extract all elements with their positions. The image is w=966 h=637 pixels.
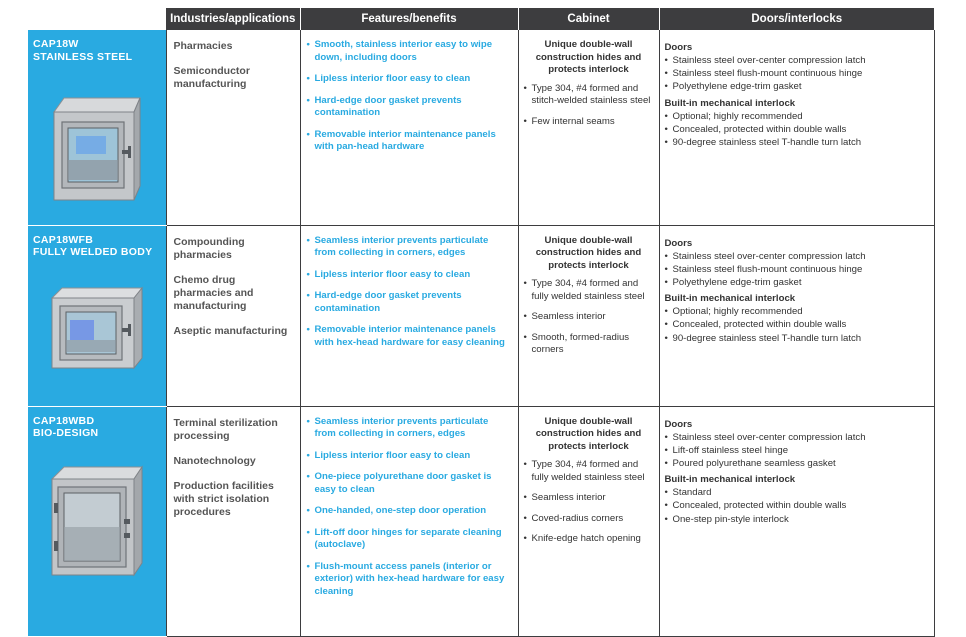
doors-heading: Doors bbox=[664, 418, 693, 430]
industries-cell bbox=[166, 406, 300, 636]
feature-item: • Flush-mount access panels (interior or exterior) with hex-head hardware for easy cleaning bbox=[307, 561, 512, 599]
table-row bbox=[28, 406, 934, 636]
cabinet-product-image bbox=[42, 284, 152, 374]
door-item: • Stainless steel over-center compression latch bbox=[665, 54, 928, 67]
interlock-item: • Concealed, protected within double walls bbox=[665, 123, 928, 136]
model-cell bbox=[28, 225, 166, 406]
table-row bbox=[28, 30, 934, 225]
comparison-table-wrapper bbox=[28, 8, 934, 637]
door-item: • Polyethylene edge-trim gasket bbox=[665, 276, 928, 289]
model-subtitle: BIO-DESIGN bbox=[33, 427, 99, 439]
feature-item: • Lipless interior floor easy to clean bbox=[307, 269, 512, 282]
door-item: • Lift-off stainless steel hinge bbox=[665, 444, 928, 457]
cabinet-cell bbox=[518, 30, 659, 225]
industries-cell bbox=[166, 225, 300, 406]
model-name bbox=[28, 30, 166, 63]
industry-item: Chemo drug pharmacies and manufacturing bbox=[173, 273, 254, 312]
header-industries: Industries/applications bbox=[166, 8, 300, 30]
doors-cell bbox=[659, 406, 934, 636]
industry-item: Aseptic manufacturing bbox=[173, 324, 288, 337]
feature-item: • One-piece polyurethane door gasket is easy to clean bbox=[307, 471, 512, 496]
model-name bbox=[28, 226, 166, 259]
interlock-item: • One-step pin-style interlock bbox=[665, 513, 928, 526]
interlock-heading: Built-in mechanical interlock bbox=[664, 97, 796, 109]
features-cell bbox=[300, 225, 518, 406]
cabinet-item: • Type 304, #4 formed and fully welded stainless steel bbox=[524, 459, 654, 484]
cabinet-heading: Unique double-wall construction hides and protects interlock bbox=[535, 415, 642, 452]
industry-item: Nanotechnology bbox=[173, 454, 256, 467]
door-item: • Polyethylene edge-trim gasket bbox=[665, 80, 928, 93]
feature-item: • Lipless interior floor easy to clean bbox=[307, 73, 512, 86]
header-blank bbox=[28, 8, 166, 30]
doors-heading: Doors bbox=[664, 237, 693, 249]
cabinet-cell bbox=[518, 406, 659, 636]
header-cabinet: Cabinet bbox=[518, 8, 659, 30]
industry-item: Compounding pharmacies bbox=[173, 235, 245, 261]
model-code: CAP18W bbox=[33, 38, 79, 50]
door-item: • Stainless steel over-center compression latch bbox=[665, 250, 928, 263]
interlock-item: • 90-degree stainless steel T-handle turn latch bbox=[665, 332, 928, 345]
industries-cell bbox=[166, 30, 300, 225]
industry-item: Terminal sterilization processing bbox=[173, 416, 278, 442]
feature-item: • Removable interior maintenance panels with pan-head hardware bbox=[307, 129, 512, 154]
header-doors: Doors/interlocks bbox=[659, 8, 934, 30]
doors-cell bbox=[659, 30, 934, 225]
feature-item: • Lift-off door hinges for separate cleaning (autoclave) bbox=[307, 527, 512, 552]
model-code: CAP18WFB bbox=[33, 233, 94, 246]
interlock-item: • Optional; highly recommended bbox=[665, 110, 928, 123]
door-item: • Poured polyurethane seamless gasket bbox=[665, 457, 928, 470]
model-subtitle: FULLY WELDED BODY bbox=[33, 246, 153, 258]
model-cell bbox=[28, 406, 166, 636]
interlock-item: • Concealed, protected within double walls bbox=[665, 499, 928, 512]
cabinet-product-image bbox=[42, 92, 152, 204]
feature-item: • Removable interior maintenance panels with hex-head hardware for easy cleaning bbox=[307, 324, 512, 349]
header-features: Features/benefits bbox=[300, 8, 518, 30]
feature-item: • One-handed, one-step door operation bbox=[307, 505, 512, 518]
cabinet-heading: Unique double-wall construction hides and protects interlock bbox=[535, 234, 642, 271]
model-code: CAP18WBD bbox=[33, 414, 95, 427]
cabinet-item: • Knife-edge hatch opening bbox=[524, 533, 654, 546]
model-subtitle: STAINLESS STEEL bbox=[33, 50, 133, 63]
features-cell bbox=[300, 30, 518, 225]
feature-item: • Seamless interior prevents particulate from collecting in corners, edges bbox=[307, 416, 512, 441]
interlock-item: • Standard bbox=[665, 486, 928, 499]
comparison-table bbox=[28, 8, 935, 637]
industry-item: Pharmacies bbox=[173, 40, 233, 52]
feature-item: • Hard-edge door gasket prevents contamination bbox=[307, 95, 512, 120]
cabinet-item: • Seamless interior bbox=[524, 311, 654, 324]
door-item: • Stainless steel flush-mount continuous hinge bbox=[665, 263, 928, 276]
cabinet-cell bbox=[518, 225, 659, 406]
cabinet-item: • Type 304, #4 formed and stitch-welded stainless steel bbox=[524, 83, 654, 108]
feature-item: • Seamless interior prevents particulate from collecting in corners, edges bbox=[307, 235, 512, 260]
cabinet-item: • Type 304, #4 formed and fully welded stainless steel bbox=[524, 278, 654, 303]
interlock-item: • Concealed, protected within double walls bbox=[665, 318, 928, 331]
cabinet-heading: Unique double-wall construction hides and protects interlock bbox=[535, 39, 642, 75]
interlock-item: • Optional; highly recommended bbox=[665, 305, 928, 318]
cabinet-item: • Smooth, formed-radius corners bbox=[524, 332, 654, 357]
feature-item: • Lipless interior floor easy to clean bbox=[307, 450, 512, 463]
cabinet-product-image bbox=[42, 463, 152, 581]
feature-item: • Hard-edge door gasket prevents contamination bbox=[307, 290, 512, 315]
interlock-heading: Built-in mechanical interlock bbox=[664, 293, 796, 305]
model-name bbox=[28, 407, 166, 440]
cabinet-item: • Seamless interior bbox=[524, 492, 654, 505]
model-cell bbox=[28, 30, 166, 225]
industry-item: Semiconductor manufacturing bbox=[173, 65, 250, 90]
cabinet-item: • Coved-radius corners bbox=[524, 513, 654, 526]
door-item: • Stainless steel flush-mount continuous hinge bbox=[665, 67, 928, 80]
table-row bbox=[28, 225, 934, 406]
interlock-heading: Built-in mechanical interlock bbox=[664, 474, 796, 486]
interlock-item: • 90-degree stainless steel T-handle turn latch bbox=[665, 136, 928, 149]
feature-item: • Smooth, stainless interior easy to wipe down, including doors bbox=[307, 39, 512, 64]
header-row bbox=[28, 8, 934, 30]
industry-item: Production facilities with strict isolation procedures bbox=[173, 479, 274, 518]
door-item: • Stainless steel over-center compression latch bbox=[665, 431, 928, 444]
cabinet-item: • Few internal seams bbox=[524, 116, 654, 129]
features-cell bbox=[300, 406, 518, 636]
doors-cell bbox=[659, 225, 934, 406]
doors-heading: Doors bbox=[664, 42, 693, 53]
